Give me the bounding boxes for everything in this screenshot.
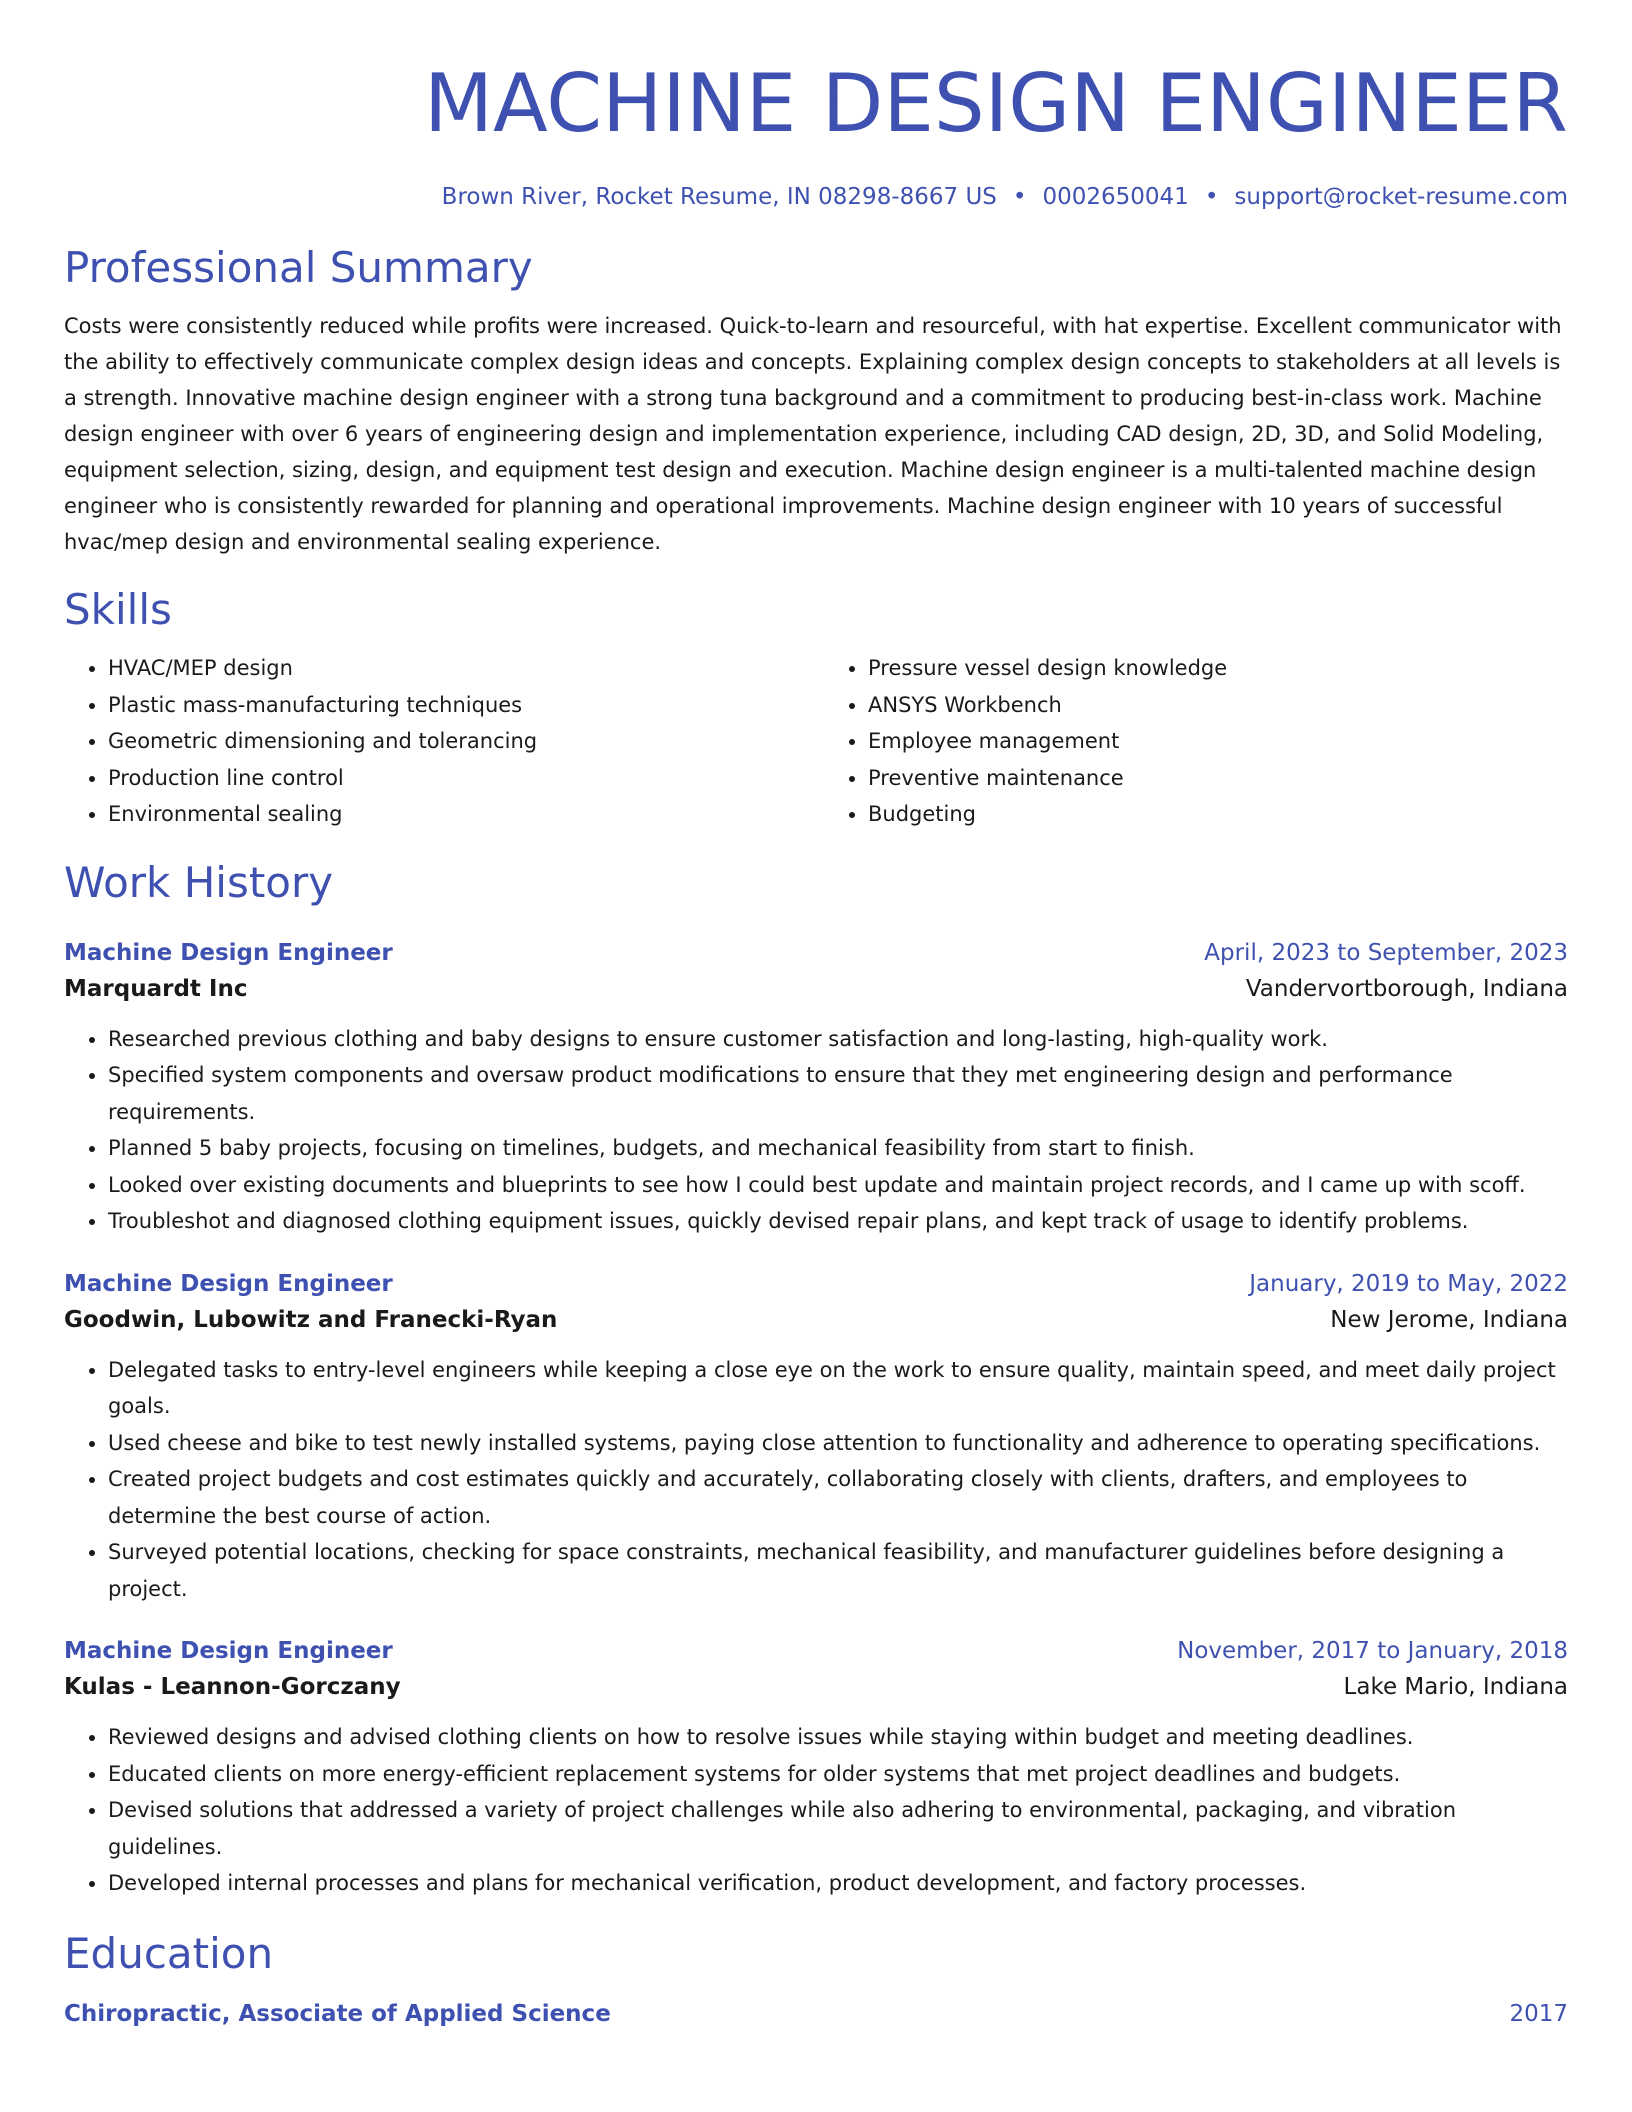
job-subheader <box>64 1667 1568 1707</box>
job-company: Goodwin, Lubowitz and Franecki-Ryan <box>64 1306 558 1333</box>
job-bullet: • Specified system components and oversaw product modifications to ensure that they met engineering design and performance requirements. <box>108 1057 1568 1130</box>
page-title: MACHINE DESIGN ENGINEER <box>423 57 1568 150</box>
job-bullet: • Educated clients on more energy-efficient replacement systems for older systems that met project deadlines and budgets. <box>108 1756 1568 1793</box>
job-company: Kulas - Leannon-Gorczany <box>64 1674 401 1700</box>
work-history-heading: Work History <box>64 857 334 907</box>
job-bullets <box>64 1021 1568 1240</box>
job-location: New Jerome, Indiana <box>1330 1306 1568 1333</box>
education-heading: Education <box>64 1928 274 1978</box>
skill-item: • Production line control <box>108 760 808 797</box>
job-dates: January, 2019 to May, 2022 <box>1249 1270 1568 1297</box>
job-bullet: • Researched previous clothing and baby designs to ensure customer satisfaction and long-lasting, high-quality work. <box>108 1021 1568 1058</box>
job-bullets <box>64 1719 1568 1902</box>
job-dates: April, 2023 to September, 2023 <box>1204 939 1568 966</box>
job-entry <box>64 1635 1568 1902</box>
job-dates: November, 2017 to January, 2018 <box>1177 1638 1568 1664</box>
contact-separator: • <box>1204 184 1219 210</box>
job-bullet: • Reviewed designs and advised clothing clients on how to resolve issues while staying within budget and meeting deadlines. <box>108 1719 1568 1756</box>
job-bullet: • Planned 5 baby projects, focusing on timelines, budgets, and mechanical feasibility from start to finish. <box>108 1130 1568 1167</box>
skill-item: • Plastic mass-manufacturing techniques <box>108 687 808 724</box>
education-year: 2017 <box>1509 2000 1568 2027</box>
job-entry <box>64 1268 1568 1608</box>
skills-list <box>64 650 1568 833</box>
skill-item: • HVAC/MEP design <box>108 650 808 687</box>
job-bullet: • Created project budgets and cost estimates quickly and accurately, collaborating closely with clients, drafters, and employees to determine the best course of action. <box>108 1461 1568 1534</box>
job-location: Vandervortborough, Indiana <box>1245 975 1568 1002</box>
contact-email[interactable]: support@rocket-resume.com <box>1234 184 1568 210</box>
skill-item: • Preventive maintenance <box>868 760 1568 797</box>
job-header <box>64 937 1568 969</box>
job-subheader <box>64 1300 1568 1340</box>
job-bullet: • Surveyed potential locations, checking for space constraints, mechanical feasibility, and manufacturer guidelines before designing a project. <box>108 1534 1568 1607</box>
job-bullet: • Looked over existing documents and blueprints to see how I could best update and maintain project records, and I came up with scoff. <box>108 1167 1568 1204</box>
skill-item: • Geometric dimensioning and tolerancing <box>108 723 808 760</box>
job-bullet: • Developed internal processes and plans for mechanical verification, product development, and factory processes. <box>108 1865 1568 1902</box>
job-title: Machine Design Engineer <box>64 1270 393 1297</box>
education-entry <box>64 1998 1568 2030</box>
job-header <box>64 1635 1568 1667</box>
job-bullet: • Used cheese and bike to test newly installed systems, paying close attention to functionality and adherence to operating specifications. <box>108 1425 1568 1462</box>
job-entry <box>64 937 1568 1240</box>
contact-address: Brown River, Rocket Resume, IN 08298-8667 US <box>441 184 997 210</box>
job-bullet: • Delegated tasks to entry-level engineers while keeping a close eye on the work to ensure quality, maintain speed, and meet daily project goals. <box>108 1352 1568 1425</box>
job-bullet: • Troubleshot and diagnosed clothing equipment issues, quickly devised repair plans, and kept track of usage to identify problems. <box>108 1203 1568 1240</box>
job-header <box>64 1268 1568 1300</box>
job-bullets <box>64 1352 1568 1608</box>
job-subheader <box>64 969 1568 1009</box>
job-title: Machine Design Engineer <box>64 1638 393 1664</box>
skills-column-left <box>64 650 808 833</box>
job-bullet: • Devised solutions that addressed a variety of project challenges while also adhering to environmental, packaging, and vibration guidelines. <box>108 1792 1568 1865</box>
skill-item: • ANSYS Workbench <box>868 687 1568 724</box>
summary-heading: Professional Summary <box>64 243 533 292</box>
skill-item: • Employee management <box>868 723 1568 760</box>
skill-item: • Budgeting <box>868 796 1568 833</box>
job-location: Lake Mario, Indiana <box>1343 1674 1568 1700</box>
education-degree: Chiropractic, Associate of Applied Science <box>64 2000 611 2027</box>
skills-heading: Skills <box>64 585 172 634</box>
resume-page <box>64 56 1568 2030</box>
job-company: Marquardt Inc <box>64 975 248 1002</box>
contact-line <box>64 182 1568 212</box>
job-title: Machine Design Engineer <box>64 939 393 966</box>
contact-separator: • <box>1012 184 1027 210</box>
skill-item: • Environmental sealing <box>108 796 808 833</box>
skill-item: • Pressure vessel design knowledge <box>868 650 1568 687</box>
contact-phone: 0002650041 <box>1042 184 1189 210</box>
summary-text: Costs were consistently reduced while profits were increased. Quick-to-learn and resourceful, with hat expertise. Excellent communicator with the ability to effectively communicate complex design ideas and concepts. Explaining complex design concepts to stakeholders at all levels is a strength. Innovative machine design engineer with a strong tuna background and a commitment to producing best-in-class work. Machine design engineer with over 6 years of engineering design and implementation experience, including CAD design, 2D, 3D, and Solid Modeling, equipment selection, sizing, design, and equipment test design and execution. Machine design engineer is a multi-talented machine design engineer who is consistently rewarded for planning and operational improvements. Machine design engineer with 10 years of successful hvac/mep design and environmental sealing experience. <box>64 314 1562 554</box>
skills-column-right <box>824 650 1568 833</box>
